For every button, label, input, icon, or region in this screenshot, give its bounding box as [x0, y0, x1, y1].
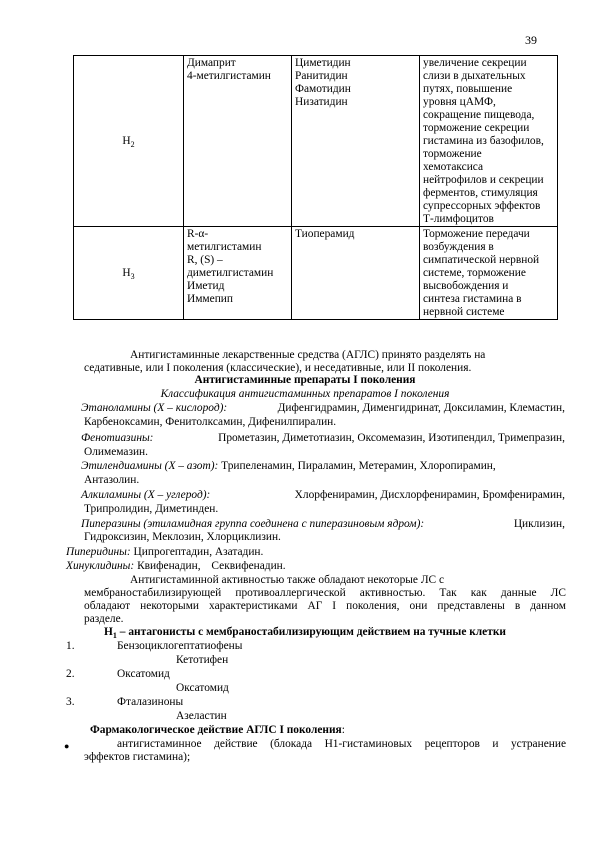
title-rest: – антагонисты с мембраностабилизирующим действием на тучные клетки: [119, 626, 506, 638]
agonist: R, (S) –: [187, 254, 223, 266]
receptor-subscript: 2: [130, 140, 135, 149]
class-label: Пиперидины:: [66, 546, 131, 558]
page-number: 39: [525, 33, 537, 47]
effect-line: высвобождения и: [423, 280, 509, 292]
class-piperazines: [81, 518, 565, 531]
agonists-cell: [184, 56, 292, 227]
class-label: Хинуклидины:: [66, 560, 135, 572]
section-subtitle: Классификация антигистаминных препаратов I поколения: [160, 388, 450, 400]
effect-line: симпатической нервной: [423, 254, 540, 266]
antagonists-cell: [292, 227, 420, 320]
effect-line: уровня цАМФ,: [423, 96, 496, 108]
list-drug: Азеластин: [176, 710, 227, 722]
list-num: 2.: [66, 668, 75, 680]
effect-line: торможение секреции: [423, 122, 530, 134]
para2-line-4: разделе.: [84, 613, 124, 625]
agonist: Димаприт: [187, 57, 236, 69]
effect-line: слизи в дыхательных: [423, 70, 526, 82]
intro-line-1: [130, 349, 566, 362]
section-title: Антигистаминные препараты I поколения: [194, 374, 416, 386]
list-num: 1.: [66, 640, 75, 652]
receptor-subscript: 3: [130, 272, 135, 281]
antagonists-cell: [292, 56, 420, 227]
class-piperidines: [66, 546, 263, 559]
agonist: R-α-: [187, 228, 209, 240]
list-group: Бензоциклогептатиофены: [117, 640, 243, 652]
effects-cell: [420, 227, 558, 320]
list-num: 3.: [66, 696, 75, 708]
receptor-name: H: [122, 135, 131, 147]
class-alkylamines: [81, 489, 565, 502]
para2-line-1: [130, 574, 566, 587]
antagonist: Фамотидин: [295, 83, 351, 95]
class-alkylamines-cont: Трипролидин, Диметинден.: [84, 503, 219, 515]
antagonist: Тиоперамид: [295, 228, 355, 240]
agonist: диметилгистамин: [187, 267, 274, 279]
receptor-table: [73, 55, 558, 320]
agonist: Иметид: [187, 280, 225, 292]
class-piperazines-cont: Гидроксизин, Меклозин, Хлорциклизин.: [84, 531, 281, 543]
title-h: H: [104, 626, 113, 638]
class-drugs: Квифенадин, Секвифенадин.: [137, 560, 286, 572]
effect-line: нейтрофилов и секреции: [423, 174, 544, 186]
class-drugs: Прометазин, Диметотиазин, Оксомемазин, Изотипендил, Тримепразин,: [218, 432, 565, 444]
antagonist: Циметидин: [295, 57, 351, 69]
bullet-line-1: антигистаминное действие (блокада Н1-гистаминовых рецепторов и устранение: [117, 738, 566, 750]
bullet-line-2: эффектов гистамина);: [84, 751, 191, 763]
effect-line: супрессорных эффектов: [423, 200, 541, 212]
para2-line-2: мембраностабилизирующей противоаллергической активностью. Так как данные ЛС: [84, 587, 566, 599]
effects-cell: [420, 56, 558, 227]
class-drugs: Циклизин,: [513, 518, 565, 530]
effect-line: сокращение пищевода,: [423, 109, 535, 121]
agonist: Иммепип: [187, 293, 233, 305]
list-group: Фталазиноны: [117, 696, 184, 708]
table-row: [74, 56, 558, 227]
effect-line: системе, торможение: [423, 267, 526, 279]
list-group: Оксатомид: [117, 668, 170, 680]
intro-line-2: седативные, или I поколения (классические), и неседативные, или II поколения.: [84, 362, 472, 374]
section-title-h1: [60, 626, 550, 639]
intro-text: Антигистаминные лекарственные средства (АГЛС) принято разделять на: [130, 349, 486, 361]
class-drugs: Ципрогептадин, Азатадин.: [133, 546, 264, 558]
bullet-icon: ●: [64, 741, 70, 751]
antagonist: Ранитидин: [295, 70, 348, 82]
effect-line: Т-лимфоцитов: [423, 213, 494, 225]
effect-line: торможение: [423, 148, 482, 160]
agonist: метилгистамин: [187, 241, 262, 253]
pharma-heading-text: Фармакологическое действие АГЛС I поколения: [90, 724, 342, 736]
pharma-heading: [90, 724, 345, 737]
receptor-cell: [74, 227, 184, 320]
class-drugs: Дифенгидрамин, Дименгидринат, Доксиламин, Клемастин,: [277, 402, 565, 414]
title-sub: 1: [112, 631, 117, 640]
class-quinuclidines: [66, 560, 286, 573]
class-drugs: Хлорфенирамин, Дисхлорфенирамин, Бромфенирамин,: [294, 489, 565, 501]
class-phenothiazines: [81, 432, 565, 445]
class-label: Алкиламины (X – углерод):: [81, 489, 211, 501]
effect-line: гистамина из базофилов,: [423, 135, 544, 147]
effect-line: нервной системе: [423, 306, 505, 318]
effect-line: синтеза гистамина в: [423, 293, 522, 305]
effect-line: возбуждения в: [423, 241, 494, 253]
effect-line: путях, повышение: [423, 83, 513, 95]
list-drug: Оксатомид: [176, 682, 229, 694]
para2-line-3: обладают некоторыми характеристиками АГ I поколения, они представлены в данном: [84, 600, 566, 612]
para2-text: Антигистаминной активностью также обладают некоторые ЛС с: [130, 574, 445, 586]
antagonist: Низатидин: [295, 96, 348, 108]
class-ethanolamines-cont: Карбеноксамин, Фенитолксамин, Дифенилпиралин.: [84, 416, 337, 428]
agonists-cell: [184, 227, 292, 320]
class-ethanolamines: [81, 402, 565, 415]
class-label: Пиперазины (этиламидная группа соединена с пиперазиновым ядром):: [81, 518, 425, 530]
class-phenothiazines-cont: Олимемазин.: [84, 446, 148, 458]
class-drugs: Трипеленамин, Пираламин, Метерамин, Хлоропирамин,: [221, 460, 496, 472]
receptor-name: H: [122, 267, 131, 279]
class-label: Этилендиамины (X – азот):: [81, 460, 219, 472]
class-label: Этаноламины (X – кислород):: [81, 402, 228, 414]
class-label: Фенотиазины:: [81, 432, 154, 444]
list-drug: Кетотифен: [176, 654, 229, 666]
effect-line: ферментов, стимуляция: [423, 187, 538, 199]
class-ethylenediamines: [81, 460, 496, 473]
agonist: 4-метилгистамин: [187, 70, 271, 82]
effect-line: увеличение секреции: [423, 57, 527, 69]
receptor-cell: [74, 56, 184, 227]
table-row: [74, 227, 558, 320]
effect-line: хемотаксиса: [423, 161, 484, 173]
effect-line: Торможение передачи: [423, 228, 530, 240]
class-ethylenediamines-cont: Антазолин.: [84, 474, 140, 486]
pharma-heading-colon: :: [341, 724, 345, 736]
